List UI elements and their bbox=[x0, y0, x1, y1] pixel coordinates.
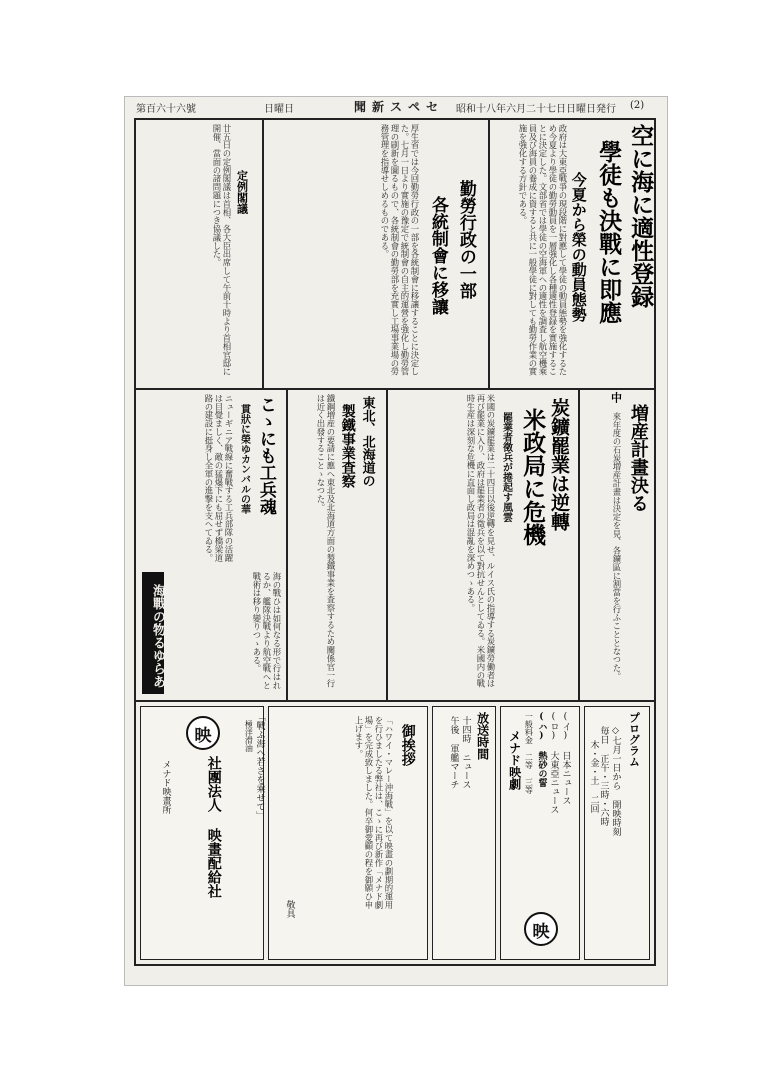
production-body: 來年度の石炭増産計畫は決定を見、各鑛區に割當を行ふこととなつた。 bbox=[612, 412, 622, 681]
rule-v2 bbox=[262, 118, 264, 388]
production-headline: 増産計畫決る bbox=[627, 404, 649, 512]
top-headline-1: 空に海に適性登録 bbox=[627, 124, 655, 308]
hokkaido-body: 鐵鋼増産の要請に應へ東北及北海道方面の製鐵事業を査察するため關係官一行は近く出發することゝなつた。 bbox=[316, 394, 336, 688]
program-item-3: 木・金・土 二回 bbox=[588, 740, 599, 813]
theater-line-2: (ロ) 大東亞ニュース bbox=[548, 712, 559, 814]
issue-date: 昭和十八年六月二十七日日曜日発行 bbox=[456, 104, 616, 115]
company-branch: メナド映畫所 bbox=[160, 760, 171, 814]
page-number: (2) bbox=[630, 100, 645, 111]
sea-banner: 海戰の物るゆらあ bbox=[142, 572, 164, 694]
hokkaido-headline-2: 製鐵事業査察 bbox=[339, 404, 356, 488]
spirit-subhead: 貫狀に榮ゆカンバルの華 bbox=[238, 404, 250, 514]
announce-line-2: 午後 軍艦マーチ bbox=[448, 716, 459, 789]
coal-subhead: 罷業者徵兵が捲起す風雲 bbox=[500, 412, 512, 522]
spirit-headline: こゝにも工兵魂 bbox=[255, 396, 276, 515]
company-name: 社團法人 映畫配給社 bbox=[205, 756, 222, 898]
rule-v5 bbox=[286, 389, 288, 700]
theater-title: メナド映劇 bbox=[507, 730, 522, 790]
labor-headline-1: 勤勞行政の一部 bbox=[455, 180, 476, 299]
program-title: プログラム bbox=[627, 712, 641, 767]
labor-headline-2: 各統制會に移讓 bbox=[427, 196, 448, 315]
rule-v3 bbox=[578, 389, 580, 700]
issue-day: 日曜日 bbox=[264, 104, 294, 115]
coal-headline-1: 炭鑛罷業は逆轉 bbox=[547, 398, 570, 531]
announce-title: 放送時間 bbox=[475, 712, 490, 760]
company-emblem: 映 bbox=[186, 716, 220, 750]
youth-headline: 「戰ふ海へ若さを乘せて」 bbox=[254, 712, 265, 820]
theater-line-4: 一般料金 二等 三等 bbox=[524, 712, 534, 794]
issue-number: 第百六十六號 bbox=[136, 104, 196, 115]
coal-body: 米國の炭鑛罷業は二十四日以後逆轉を見せ、ルイス氏の指導する炭鑛勞働者は再び罷業に入り、政府は罷業者の徵兵を以て對抗せんとしてゐる。米國内の戰時生産は深刻な危機に直面し政局は混亂を深めつゝある。 bbox=[466, 394, 496, 688]
program-item-2: 毎日 正午・三時・六時 bbox=[598, 726, 609, 826]
notice-body: 廿五日の定例閣議は首相、各大臣出席して午前十時より首相官邸に開催、當面の諸問題につき協議した。 bbox=[212, 124, 232, 376]
rule-lower bbox=[134, 700, 656, 702]
greeting-sign: 敬具 bbox=[284, 900, 295, 918]
sea-body: 海の戰ひは如何なる形で行はれるか、艦隊決戰より航空戰へと戰術は移り變りつゝある。 bbox=[252, 572, 282, 690]
hokkaido-headline-1: 東北、北海道の bbox=[359, 396, 375, 487]
greeting-title: 御挨拶 bbox=[399, 724, 416, 766]
culture-title: 極洋滑油 bbox=[244, 720, 254, 752]
announce-line-1: 十四時 ニュース bbox=[460, 716, 471, 789]
labor-story-body: 厚生省では今回勤勞行政の一部を各統制會に移讓することに決定した。七月一日より實施の豫定で統制會の自主的運營を強化し勤勞管理の刷新を圖るもので、各統制會の勤勞部を充實し工場事業場の勞務管理を指導せしめるものである。 bbox=[380, 124, 420, 376]
rule-v1 bbox=[488, 118, 490, 388]
top-story-body: 政府は大東亞戰爭の現段階に對應して學徒の動員態勢を強化するため今夏より學徒の勤勞動員を一層強化し各種適性登録を實施することに決定した。文部省では學徒の空海軍への適性を調査し航空機乘員及び海員の養成に資すると共に一般學徒に對しても勤勞作業の實施を強化する方針である。 bbox=[518, 124, 568, 376]
top-subhead: 今夏から榮の動員態勢 bbox=[569, 172, 588, 322]
theater-line-1: (イ) 日本ニュース bbox=[560, 712, 571, 805]
top-headline-2: 學徒も決戰に即應 bbox=[595, 140, 623, 324]
notice-title: 定例閣議 bbox=[235, 170, 249, 214]
masthead bbox=[134, 98, 656, 116]
rule-v4 bbox=[386, 389, 388, 700]
program-item-1: ◇七月一日から 開映時刻 bbox=[610, 726, 621, 836]
production-label: 中 bbox=[609, 392, 623, 403]
coal-headline-2: 米政局に危機 bbox=[519, 408, 547, 546]
theater-line-3: (ハ) 熱砂の誓 bbox=[536, 712, 547, 787]
greeting-body: 「ハワイ・マレー沖海戰」を以て映畫の劃期的運用を行ひましたる弊社は、こゝに再び新作「メナド劇場」を完成致しました。何卒御愛顧の程を御願ひ申上げます。 bbox=[354, 716, 394, 909]
spirit-body: ニューギニア戰線に奮戰する工兵部隊の活躍は目覺ましく、敵の猛爆下にも屈せず橋梁道路の建設に挺身し全軍の進撃を支へてゐる。 bbox=[204, 394, 234, 562]
theater-emblem: 映 bbox=[524, 912, 558, 946]
paper-title: 聞新スペセ bbox=[354, 100, 445, 114]
